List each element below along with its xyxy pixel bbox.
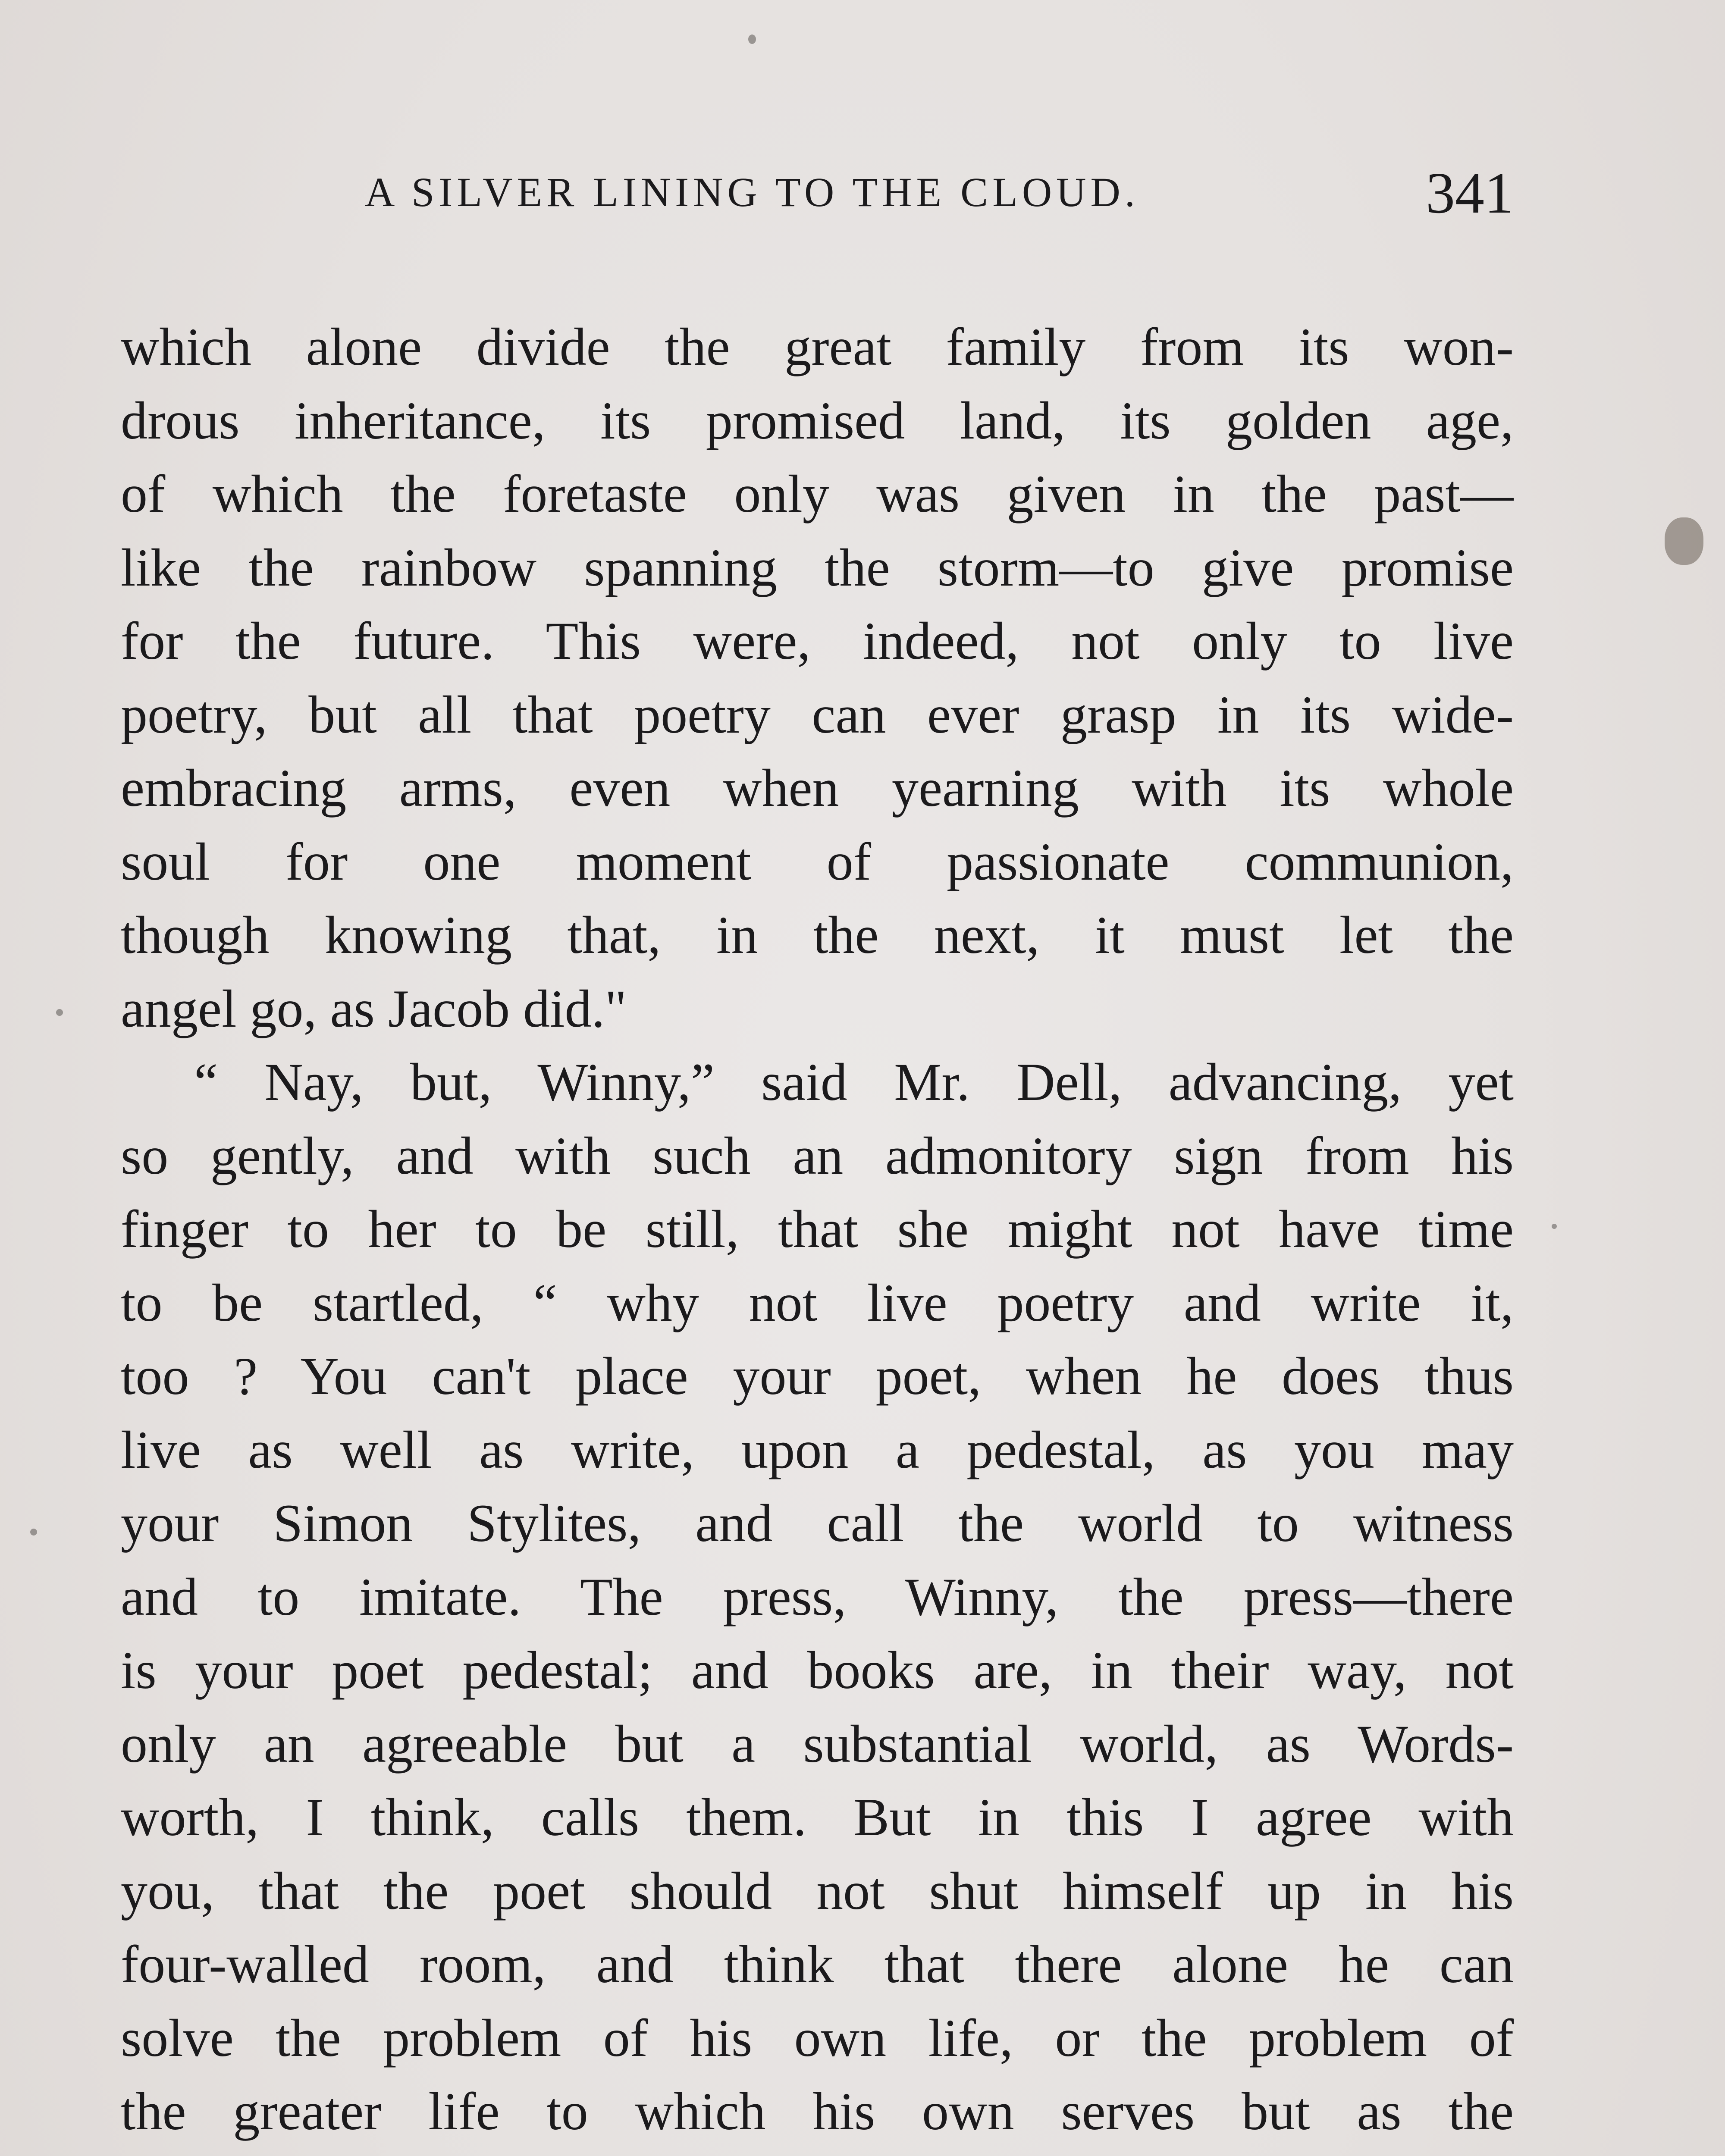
text-line: to be startled, “ why not live poetry and write it, <box>121 1273 1514 1332</box>
text-line: too ? You can't place your poet, when he does thus <box>121 1347 1514 1406</box>
ink-blot <box>1665 517 1703 565</box>
text-line: though knowing that, in the next, it must let the <box>121 906 1514 965</box>
text-line: worth, I think, calls them. But in this I agree with <box>121 1788 1514 1847</box>
text-line: your Simon Stylites, and call the world to witness <box>121 1494 1514 1553</box>
speck <box>1552 1224 1557 1229</box>
text-line: poetry, but all that poetry can ever grasp in its wide- <box>121 685 1514 744</box>
text-line: only an agreeable but a substantial world, as Words- <box>121 1714 1514 1774</box>
body-text <box>121 310 1514 2156</box>
text-line: drous inheritance, its promised land, its golden age, <box>121 391 1514 450</box>
text-line: soul for one moment of passionate communion, <box>121 832 1514 891</box>
text-line: angel go, as Jacob did." <box>121 979 627 1038</box>
text-line: four-walled room, and think that there alone he can <box>121 1935 1514 1994</box>
running-head <box>121 160 1514 246</box>
text-line: the greater life to which his own serves but as the <box>121 2082 1514 2141</box>
text-line: which alone divide the great family from its won- <box>121 317 1514 376</box>
text-line: live as well as write, upon a pedestal, as you may <box>121 1420 1514 1479</box>
speck <box>56 1009 63 1016</box>
page-number: 341 <box>1426 161 1514 226</box>
text-line <box>121 2149 1514 2156</box>
running-title: A SILVER LINING TO THE CLOUD. <box>365 169 1139 215</box>
text-line: solve the problem of his own life, or the problem of <box>121 2008 1514 2068</box>
speck <box>30 1529 37 1536</box>
text-line: finger to her to be still, that she might not have time <box>121 1200 1514 1259</box>
text-line: of which the foretaste only was given in the past— <box>121 464 1514 523</box>
text-line: is your poet pedestal; and books are, in their way, not <box>121 1641 1514 1700</box>
text-line: you, that the poet should not shut himself up in his <box>121 1861 1514 1921</box>
text-line: “ Nay, but, Winny,” said Mr. Dell, advancing, yet <box>194 1053 1514 1112</box>
text-line: like the rainbow spanning the storm—to give promise <box>121 538 1514 597</box>
text-line: and to imitate. The press, Winny, the press—there <box>121 1567 1514 1626</box>
speck <box>748 34 756 44</box>
text-line: embracing arms, even when yearning with its whole <box>121 758 1514 818</box>
text-line: for the future. This were, indeed, not only to live <box>121 611 1514 671</box>
text-line: so gently, and with such an admonitory sign from his <box>121 1126 1514 1185</box>
